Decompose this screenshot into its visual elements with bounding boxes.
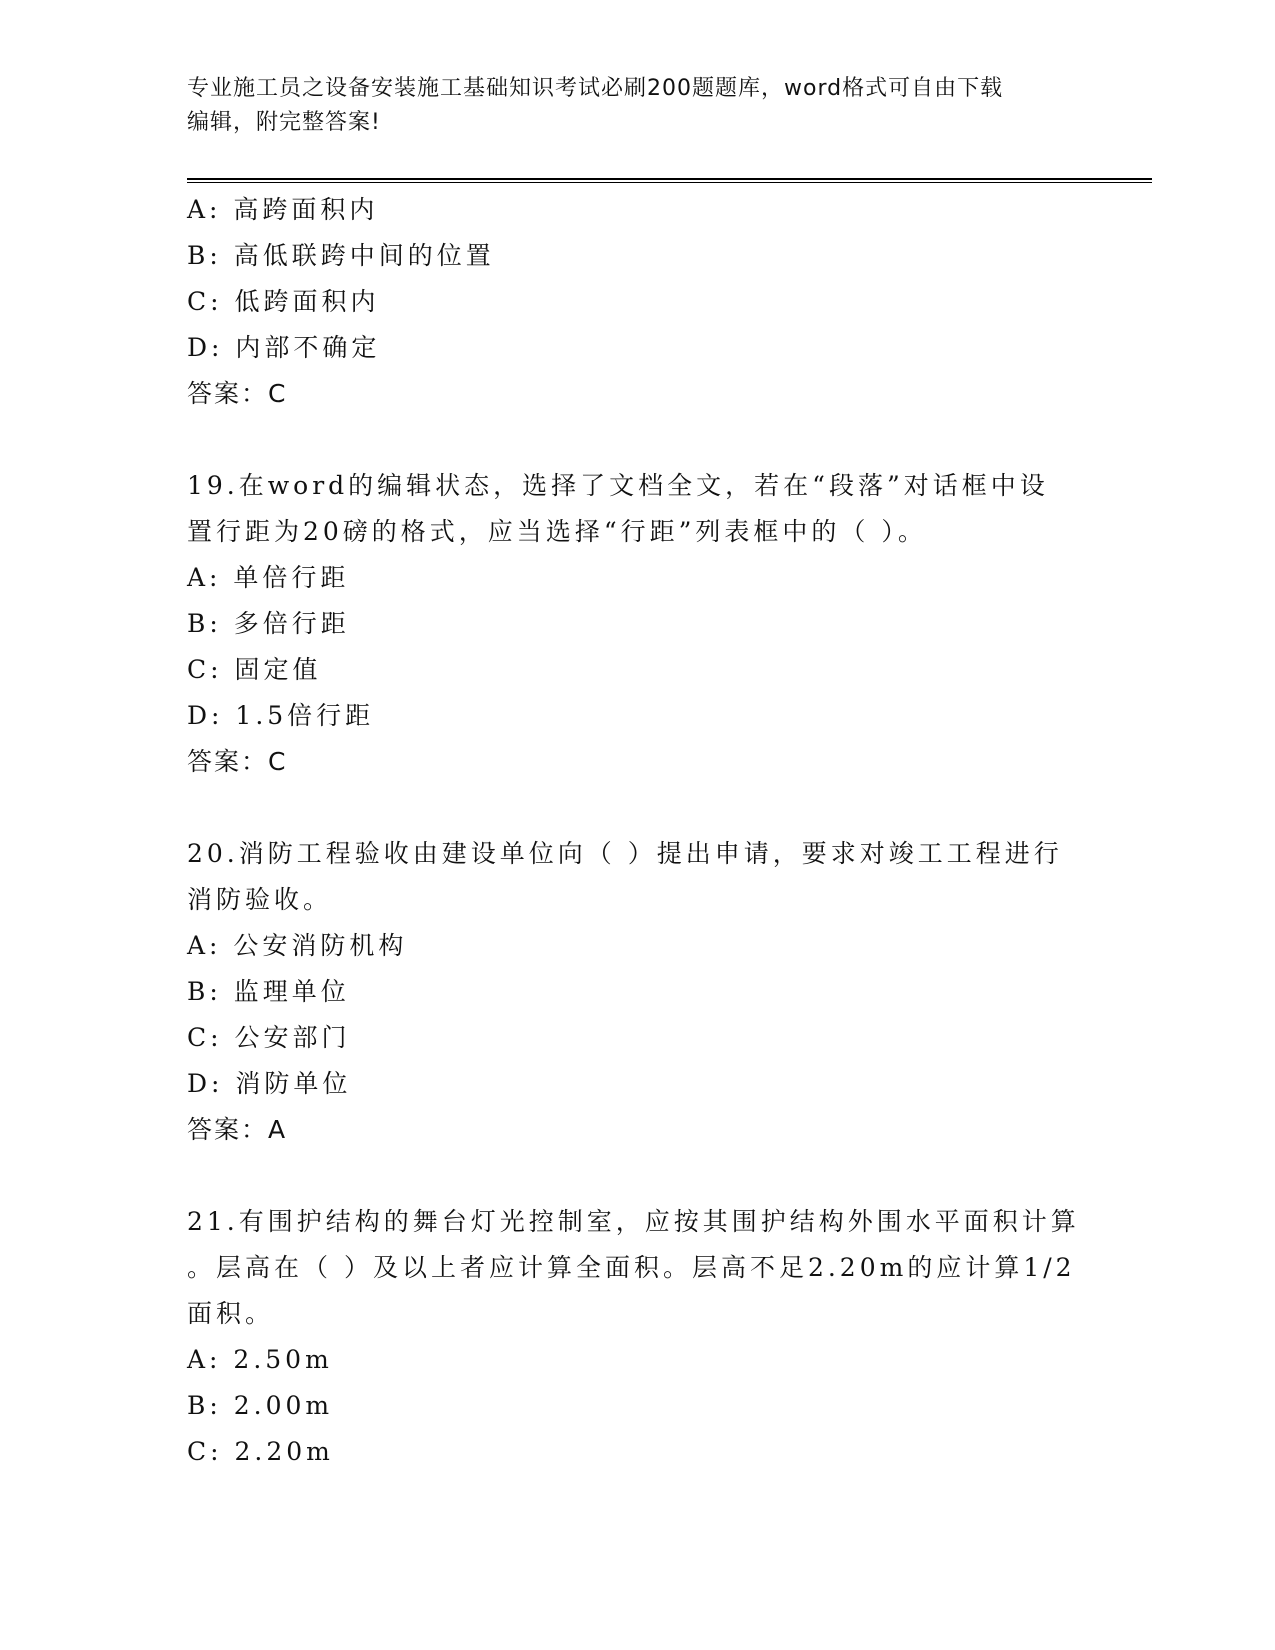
header-title-line-2: 编辑，附完整答案! <box>187 110 381 135</box>
option-c: C: 固定值 <box>187 655 322 684</box>
option-a: A: 公安消防机构 <box>187 931 408 960</box>
option-d: D: 1.5倍行距 <box>187 701 375 730</box>
spacer <box>187 785 1087 831</box>
answer: 答案：C <box>187 747 288 776</box>
question-text-line: 19.在word的编辑状态，选择了文档全文，若在“段落”对话框中设 <box>187 471 1049 500</box>
option-c: C: 低跨面积内 <box>187 287 380 316</box>
question-20 <box>187 831 1087 1153</box>
header-title-line-1: 专业施工员之设备安装施工基础知识考试必刷200题题库，word格式可自由下载 <box>187 76 1004 101</box>
header-divider <box>187 178 1152 183</box>
option-b: B: 高低联跨中间的位置 <box>187 241 495 270</box>
option-c: C: 公安部门 <box>187 1023 351 1052</box>
spacer <box>187 1153 1087 1199</box>
option-d: D: 内部不确定 <box>187 333 381 362</box>
question-19 <box>187 463 1087 785</box>
answer: 答案：A <box>187 1115 288 1144</box>
option-a: A: 高跨面积内 <box>187 195 379 224</box>
option-c: C: 2.20m <box>187 1437 334 1466</box>
spacer <box>187 417 1087 463</box>
option-d: D: 消防单位 <box>187 1069 352 1098</box>
option-b: B: 多倍行距 <box>187 609 350 638</box>
question-text-line: 。层高在（ ）及以上者应计算全面积。层高不足2.20m的应计算1/2 <box>187 1253 1076 1282</box>
question-text-line: 置行距为20磅的格式，应当选择“行距”列表框中的（ ）。 <box>187 517 927 546</box>
question-text-line: 20.消防工程验收由建设单位向（ ）提出申请，要求对竣工工程进行 <box>187 839 1063 868</box>
answer: 答案：C <box>187 379 288 408</box>
page-header <box>187 72 1067 140</box>
question-text-line: 21.有围护结构的舞台灯光控制室，应按其围护结构外围水平面积计算 <box>187 1207 1080 1236</box>
question-18-tail <box>187 187 1087 417</box>
option-b: B: 2.00m <box>187 1391 334 1420</box>
option-b: B: 监理单位 <box>187 977 350 1006</box>
option-a: A: 2.50m <box>187 1345 333 1374</box>
question-text-line: 面积。 <box>187 1299 275 1328</box>
question-21 <box>187 1199 1087 1475</box>
document-body <box>187 187 1087 1475</box>
option-a: A: 单倍行距 <box>187 563 350 592</box>
question-text-line: 消防验收。 <box>187 885 333 914</box>
